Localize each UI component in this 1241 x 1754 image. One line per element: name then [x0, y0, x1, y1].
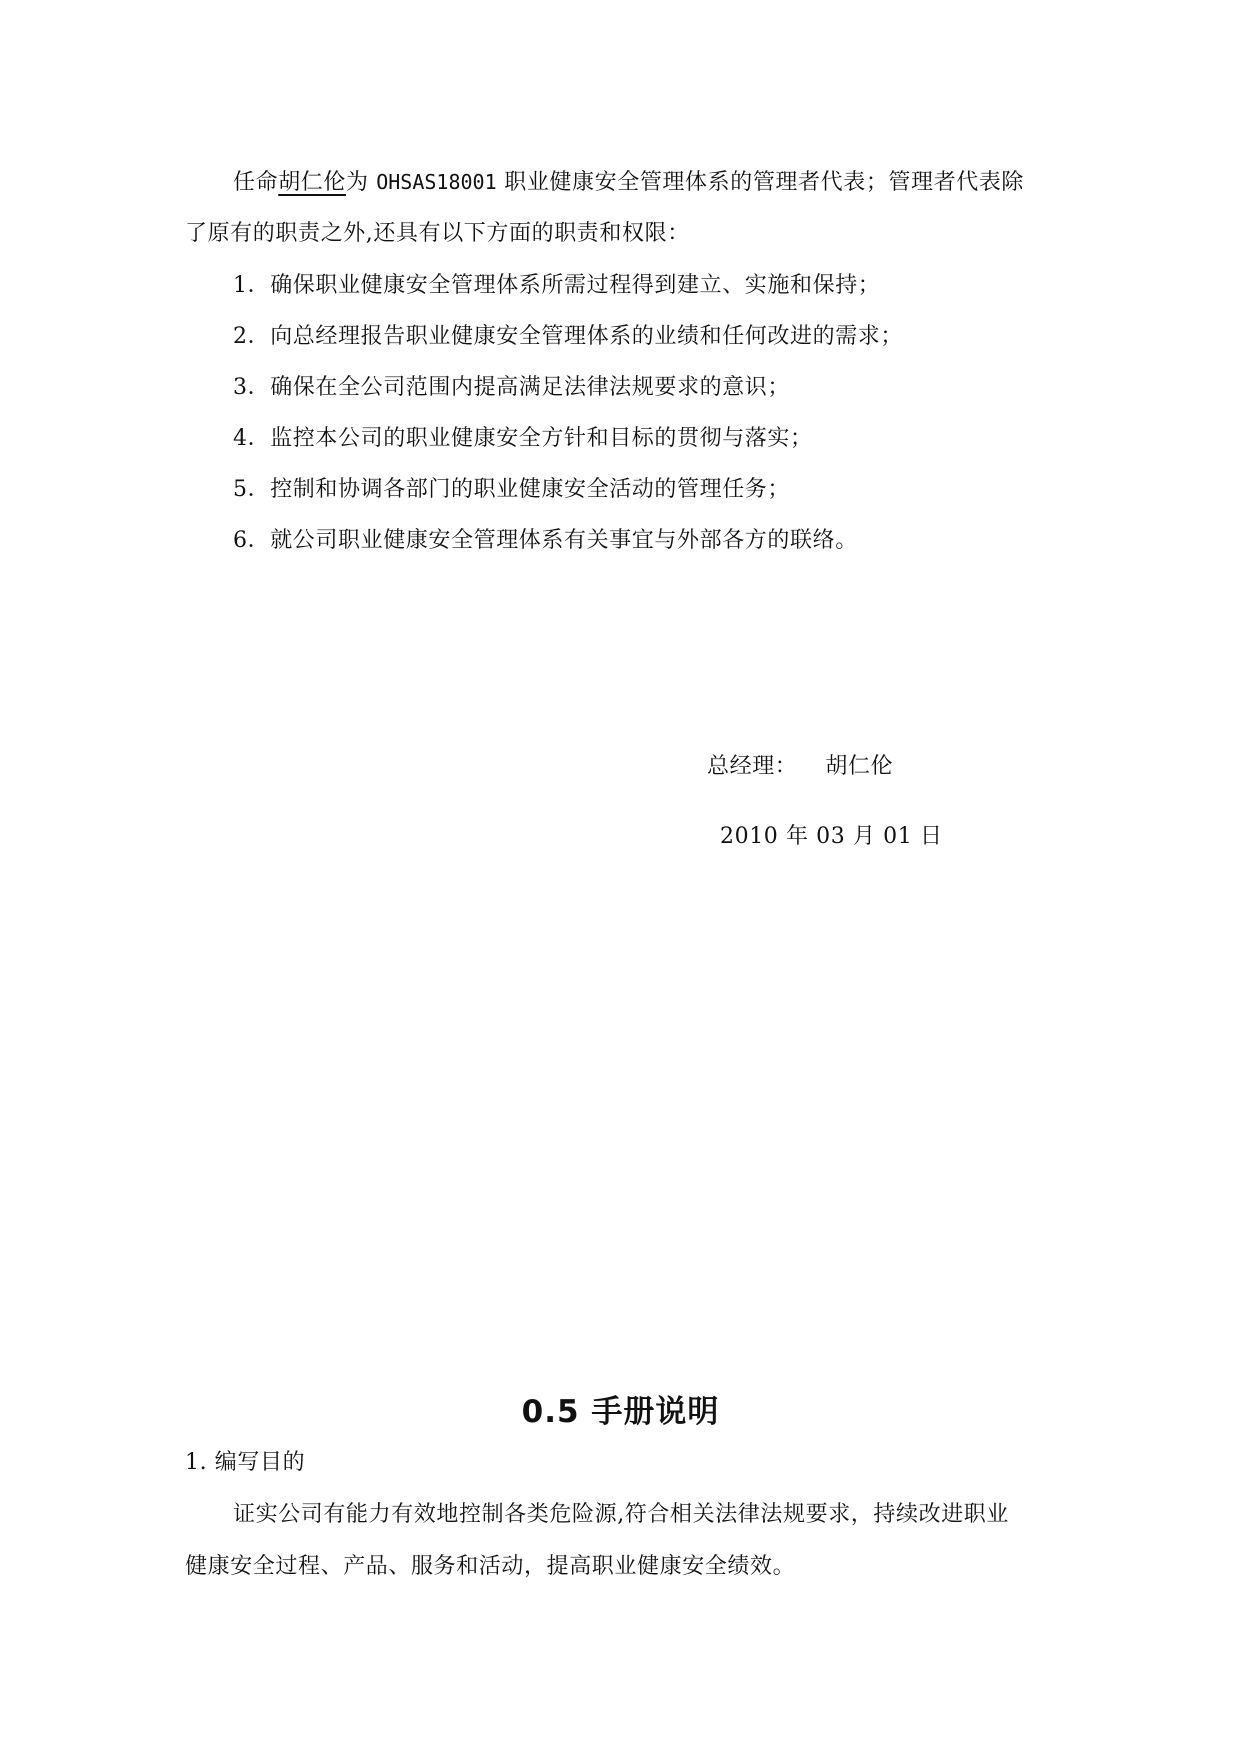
section-paragraph-line-1: 证实公司有能力有效地控制各类危险源,符合相关法律法规要求，持续改进职业 [233, 1502, 1009, 1527]
appointment-line-1 [233, 167, 1024, 198]
duty-item-1: 1．确保职业健康安全管理体系所需过程得到建立、实施和保持； [233, 273, 881, 298]
duty-item-5: 5．控制和协调各部门的职业健康安全活动的管理任务； [233, 477, 790, 502]
signature-line [707, 752, 893, 782]
appointee-name: 胡仁伦 [278, 170, 347, 195]
section-heading: 0.5 手册说明 [521, 1394, 720, 1430]
appointment-mid: 为 [346, 170, 377, 195]
section-item-1: 1. 编写目的 [185, 1450, 306, 1475]
standard-code: OHSAS18001 [376, 170, 497, 194]
signature-name: 胡仁伦 [825, 754, 894, 779]
signature-title: 总经理： [707, 754, 798, 779]
duty-item-2: 2．向总经理报告职业健康安全管理体系的业绩和任何改进的需求； [233, 324, 903, 349]
appointment-line-2: 了原有的职责之外,还具有以下方面的职责和权限： [185, 221, 690, 246]
duty-item-4: 4．监控本公司的职业健康安全方针和目标的贯彻与落实； [233, 426, 813, 451]
appointment-prefix: 任命 [233, 170, 279, 195]
duty-item-3: 3．确保在全公司范围内提高满足法律法规要求的意识； [233, 375, 790, 400]
signature-date: 2010 年 03 月 01 日 [720, 824, 943, 849]
section-paragraph-line-2: 健康安全过程、产品、服务和活动，提高职业健康安全绩效。 [185, 1554, 796, 1579]
duty-item-6: 6．就公司职业健康安全管理体系有关事宜与外部各方的联络。 [233, 528, 858, 553]
appointment-rest: 职业健康安全管理体系的管理者代表；管理者代表除 [496, 170, 1025, 195]
